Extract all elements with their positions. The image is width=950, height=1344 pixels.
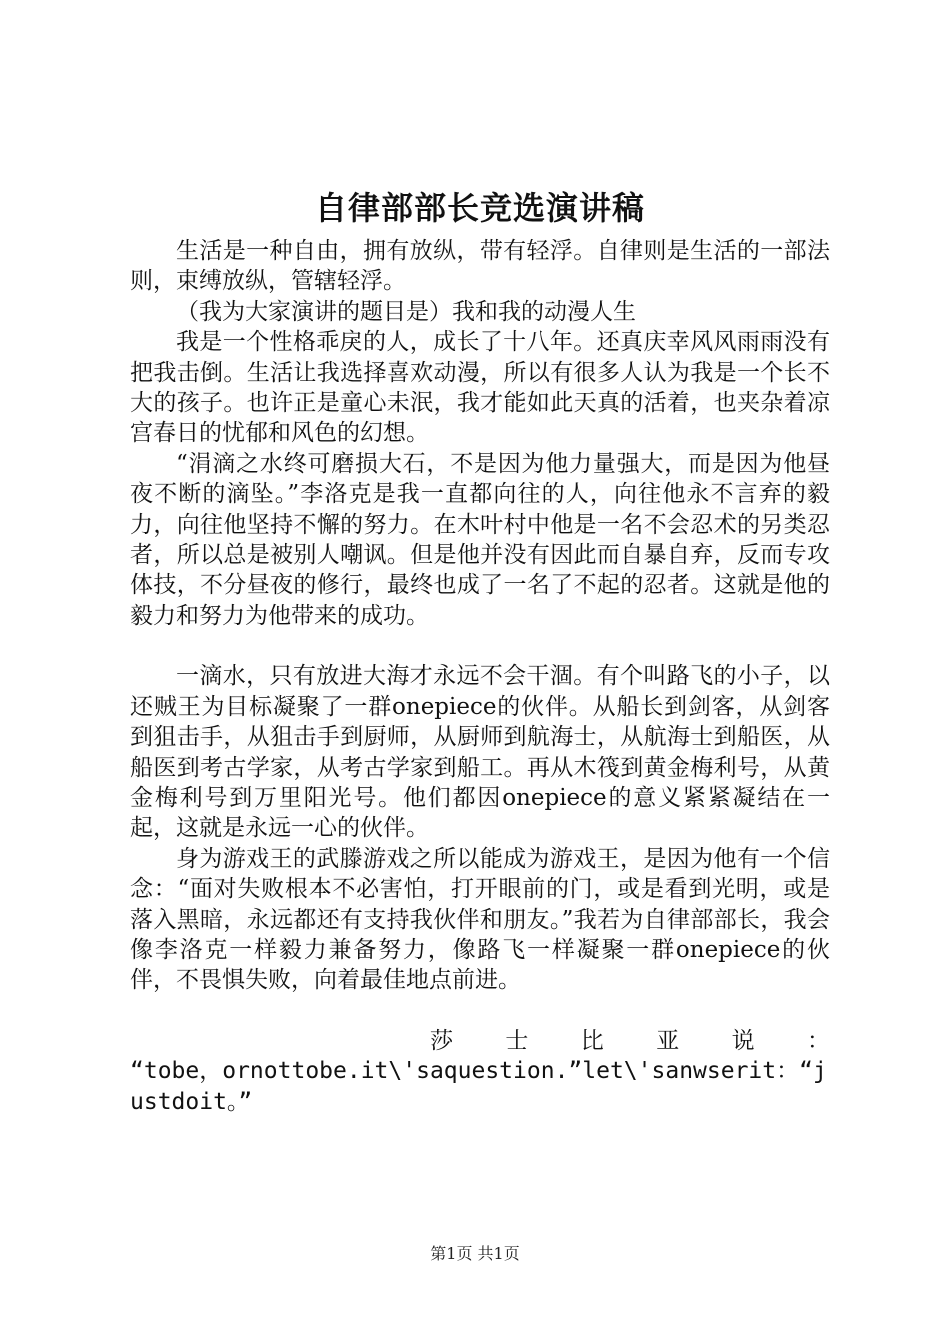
quote-body: “tobe，ornottobe.it\'saquestion.”let\'sanwserit：“justdoit。” [130, 1058, 827, 1115]
quote-lead: 莎士比亚说： [430, 1027, 830, 1054]
paragraph-spacer [130, 996, 830, 1026]
paragraph: 我是一个性格乖戾的人，成长了十八年。还真庆幸风风雨雨没有把我击倒。生活让我选择喜欢动漫，所以有很多人认为我是一个长不大的孩子。也许正是童心未泯，我才能如此天真的活着，也夹杂着凉宫春日的忧郁和风色的幻想。 [130, 329, 830, 447]
document-title: 自律部部长竞选演讲稿 [314, 189, 645, 227]
paragraph: “涓滴之水终可磨损大石，不是因为他力量强大，而是因为他昼夜不断的滴坠。”李洛克是我一直都向往的人，向往他永不言弃的毅力，向往他坚持不懈的努力。在木叶村中他是一名不会忍术的另类忍者，所以总是被别人嘲讽。但是他并没有因此而自暴自弃，反而专攻体技，不分昼夜的修行，最终也成了一名了不起的忍者。这就是他的毅力和努力为他带来的成功。 [130, 450, 830, 629]
document-page [130, 0, 830, 1344]
paragraph-spacer [130, 631, 830, 661]
paragraph: 生活是一种自由，拥有放纵，带有轻浮。自律则是生活的一部法则，束缚放纵，管辖轻浮。 [130, 238, 830, 295]
page-number-footer: 第1页 共1页 [430, 1244, 520, 1263]
document-body [130, 236, 830, 1117]
paragraph: 身为游戏王的武滕游戏之所以能成为游戏王，是因为他有一个信念：“面对失败根本不必害怕，打开眼前的门，或是看到光明，或是落入黑暗，永远都还有支持我伙伴和朋友。”我若为自律部部长，我会像李洛克一样毅力兼备努力，像路飞一样凝聚一群onepiece的伙伴，不畏惧失败，向着最佳地点前进。 [130, 845, 830, 994]
paragraph: （我为大家演讲的题目是）我和我的动漫人生 [176, 298, 636, 325]
paragraph: 一滴水，只有放进大海才永远不会干涸。有个叫路飞的小子，以还贼王为目标凝聚了一群onepiece的伙伴。从船长到剑客，从剑客到狙击手，从狙击手到厨师，从厨师到航海士，从航海士到船医，从船医到考古学家，从考古学家到船工。再从木筏到黄金梅利号，从黄金梅利号到万里阳光号。他们都因onepiece的意义紧紧凝结在一起，这就是永远一心的伙伴。 [130, 663, 830, 842]
